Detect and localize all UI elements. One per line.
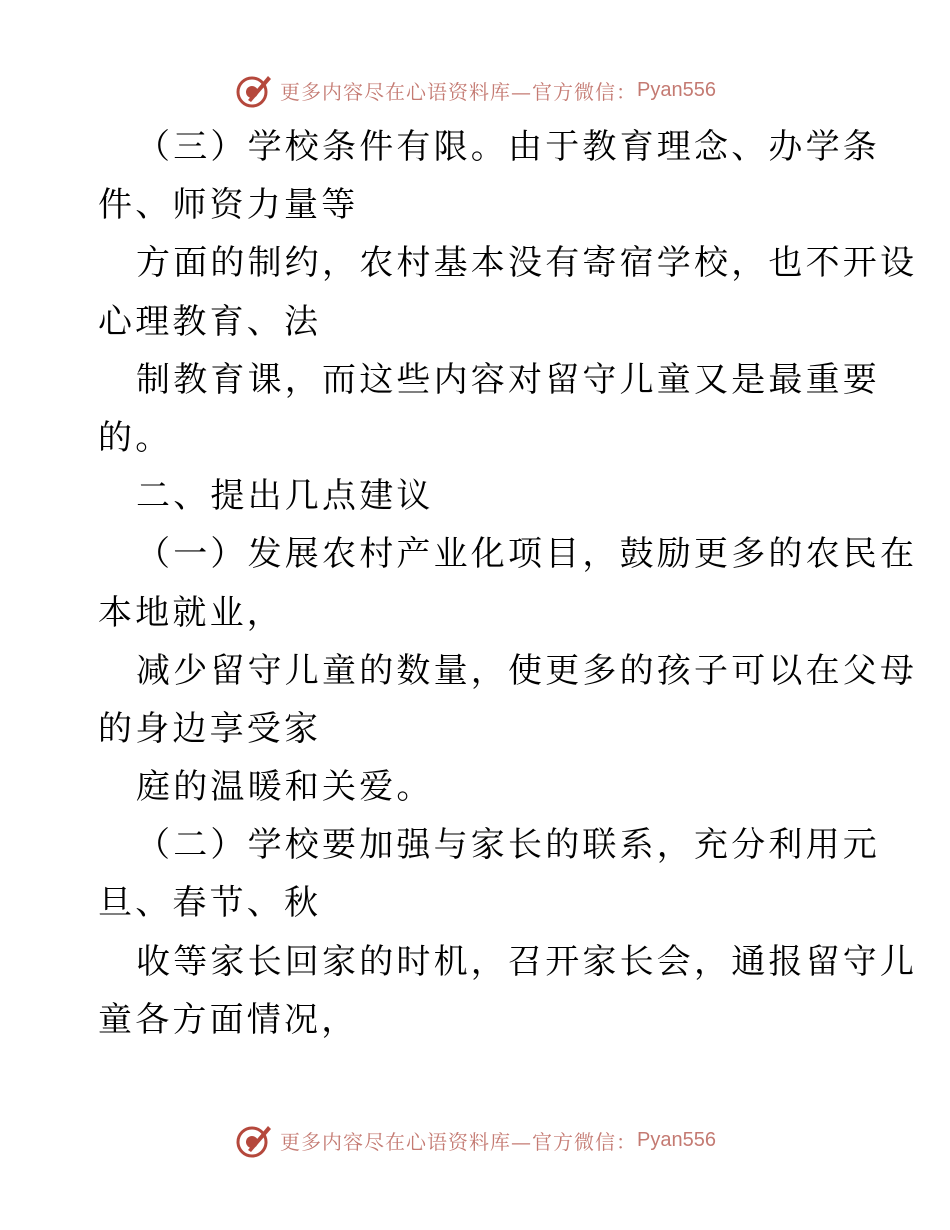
text-line: 童各方面情况，	[98, 999, 359, 1040]
text-line: 件、师资力量等	[98, 185, 359, 226]
watermark-wechat-id: Pyan556	[637, 78, 716, 101]
watermark-wechat-id: Pyan556	[637, 1128, 716, 1151]
text-line: （三）学校条件有限。由于教育理念、办学条	[136, 127, 880, 167]
quill-logo-icon	[234, 1120, 274, 1160]
text-line: 收等家长回家的时机，召开家长会，通报留守儿	[136, 941, 918, 982]
text-line: 庭的温暖和关爱。	[136, 767, 434, 808]
text-line: （一）发展农村产业化项目，鼓励更多的农民在	[136, 534, 918, 575]
document-body	[98, 118, 918, 1049]
quill-logo-icon	[234, 70, 274, 110]
watermark-text: 更多内容尽在心语资料库—官方微信：	[280, 1129, 638, 1154]
text-line: 的身边享受家	[98, 708, 322, 749]
text-line: 心理教育、法	[98, 301, 322, 342]
watermark-text: 更多内容尽在心语资料库—官方微信：	[280, 79, 638, 104]
text-line: 减少留守儿童的数量，使更多的孩子可以在父母	[136, 650, 918, 691]
text-line: 方面的制约，农村基本没有寄宿学校，也不开设	[136, 243, 918, 284]
section-heading: 二、提出几点建议	[136, 476, 434, 517]
footer-watermark	[0, 1118, 950, 1162]
text-line: 的。	[98, 417, 173, 458]
text-line: 本地就业，	[98, 592, 284, 633]
text-line: 制教育课，而这些内容对留守儿童又是最重要	[136, 359, 880, 400]
text-line: 旦、春节、秋	[98, 883, 322, 924]
header-watermark	[0, 68, 950, 112]
text-line: （二）学校要加强与家长的联系，充分利用元	[136, 825, 880, 866]
